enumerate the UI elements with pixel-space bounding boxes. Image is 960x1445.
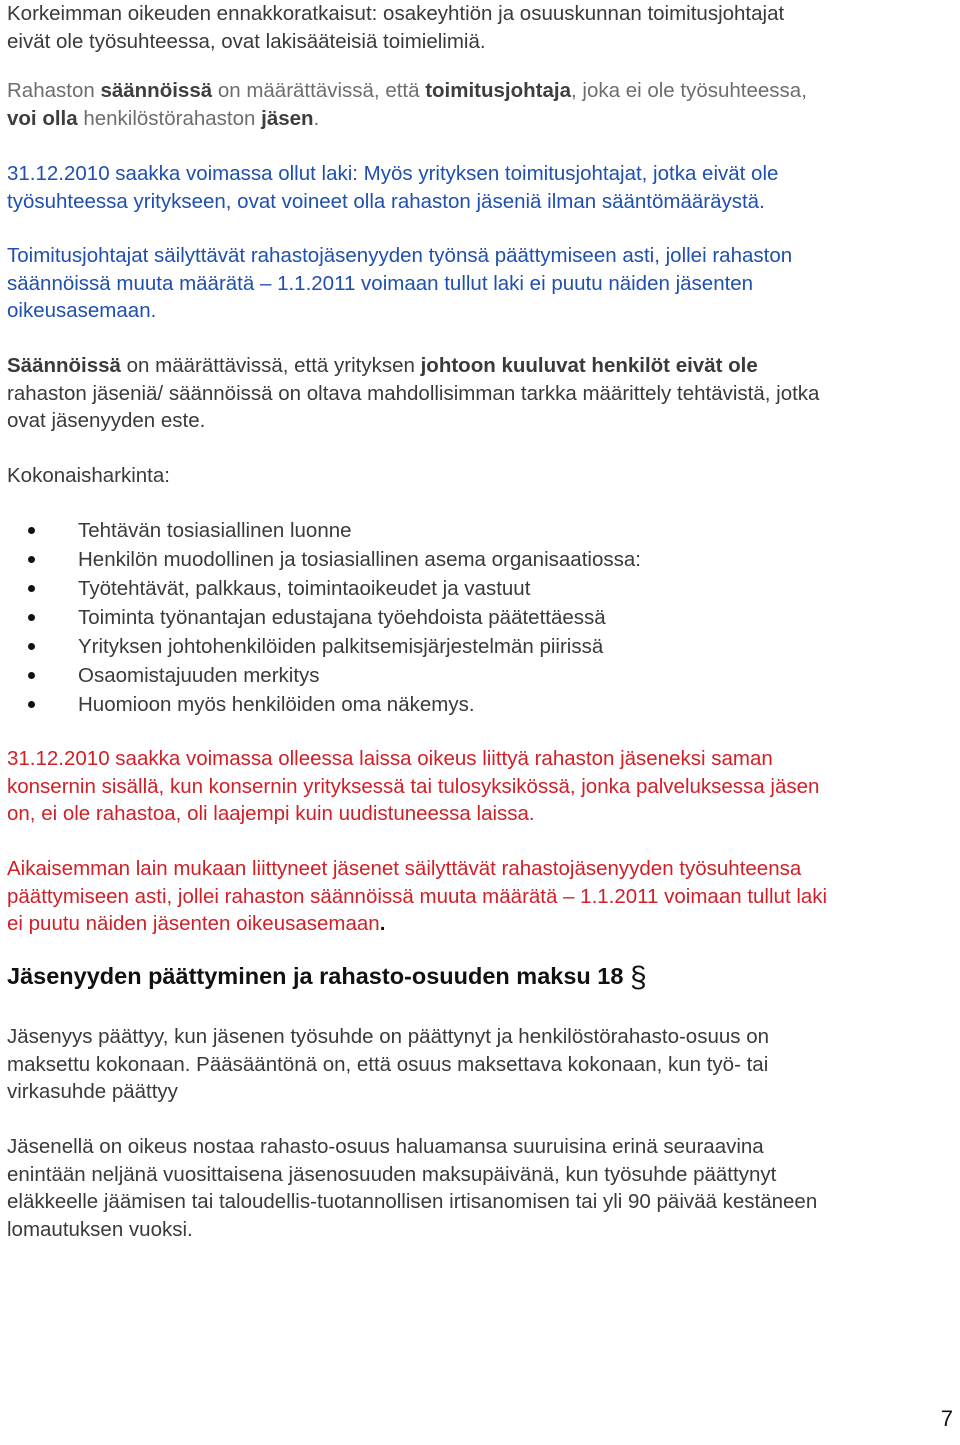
paragraph-old-law xyxy=(7,160,778,215)
text-line: Kokonaisharkinta: xyxy=(7,464,170,487)
text-line: päättymiseen asti, jollei rahaston säännöissä muuta määrätä – 1.1.2011 voimaan tullut laki xyxy=(7,884,828,908)
text-line: Korkeimman oikeuden ennakkoratkaisut: osakeyhtiön ja osuuskunnan toimitusjohtajat xyxy=(7,2,785,25)
section-heading: Jäsenyyden päättyminen ja rahasto-osuuden maksu 18 § xyxy=(7,961,647,994)
bullet-icon xyxy=(28,614,35,621)
text-line: Rahaston säännöissä on määrättävissä, että toimitusjohtaja, joka ei ole työsuhteessa, xyxy=(7,79,807,102)
text-line: voi olla henkilöstörahaston jäsen. xyxy=(7,106,320,130)
text-line: virkasuhde päättyy xyxy=(7,1080,178,1103)
bullet-icon xyxy=(28,585,35,592)
text-line: maksettu kokonaan. Pääsääntönä on, että osuus maksettava kokonaan, kun työ- tai xyxy=(7,1052,769,1076)
page-number: 7 xyxy=(940,1406,953,1431)
text-line: Jäsenyys päättyy, kun jäsenen työsuhde on päättynyt ja henkilöstörahasto-osuus on xyxy=(7,1025,770,1048)
paragraph-ceo-membership xyxy=(7,242,792,325)
text-line: rahaston jäseniä/ säännöissä on oltava mahdollisimman tarkka määrittely tehtävistä, jotka xyxy=(7,381,820,405)
text-line: työsuhteessa yritykseen, ovat voineet olla rahaston jäseniä ilman sääntömääräystä. xyxy=(7,189,765,213)
bullet-icon xyxy=(28,556,35,563)
text-line: enintään neljänä vuosittaisena jäsenosuuden maksupäivänä, kun työsuhde päättynyt xyxy=(7,1162,777,1186)
bullet-icon xyxy=(28,527,35,534)
text-line: Aikaisemman lain mukaan liittyneet jäsenet säilyttävät rahastojäsenyyden työsuhteensa xyxy=(7,857,802,880)
paragraph-rules-ceo xyxy=(7,77,807,132)
paragraph-withdrawal-right xyxy=(7,1133,817,1243)
text-line: lomautuksen vuoksi. xyxy=(7,1217,193,1241)
list-item: Osaomistajuuden merkitys xyxy=(7,661,955,690)
text-line: 31.12.2010 saakka voimassa olleessa laissa oikeus liittyä rahaston jäseneksi saman xyxy=(7,747,773,770)
list-item: Toiminta työnantajan edustajana työehdoista päätettäessä xyxy=(7,603,955,632)
list-item: Tehtävän tosiasiallinen luonne xyxy=(7,516,955,545)
list-item: Huomioon myös henkilöiden oma näkemys. xyxy=(7,690,955,719)
text-line: on, ei ole rahastoa, oli laajempi kuin uudistuneessa laissa. xyxy=(7,802,535,825)
section-sign: § xyxy=(629,961,647,994)
bullet-icon xyxy=(28,672,35,679)
paragraph-previous-law xyxy=(7,855,827,938)
text-line: Säännöissä on määrättävissä, että yrityksen johtoon kuuluvat henkilöt eivät ole xyxy=(7,354,758,377)
paragraph-overall-assessment xyxy=(7,462,170,490)
text-line: ovat jäsenyyden este. xyxy=(7,409,206,432)
list-item: Yrityksen johtohenkilöiden palkitsemisjärjestelmän piirissä xyxy=(7,632,955,661)
text-line: säännöissä muuta määrätä – 1.1.2011 voimaan tullut laki ei puutu näiden jäsenten xyxy=(7,271,754,295)
text-line: konsernin sisällä, kun konsernin yrityksessä tai tulosyksikössä, jonka palveluksessa jäsen xyxy=(7,774,820,798)
paragraph-supreme-court xyxy=(7,0,784,55)
list-item: Henkilön muodollinen ja tosiasiallinen asema organisaatiossa: xyxy=(7,545,955,574)
text-line: eläkkeelle jäämisen tai taloudellis-tuotannollisen irtisanomisen tai yli 90 päivää kestäneen xyxy=(7,1190,818,1213)
assessment-criteria-list xyxy=(7,516,955,719)
list-item: Työtehtävät, palkkaus, toimintaoikeudet ja vastuut xyxy=(7,574,955,603)
paragraph-membership-end xyxy=(7,1023,769,1106)
text-line: oikeusasemaan. xyxy=(7,299,157,322)
text-line: 31.12.2010 saakka voimassa ollut laki: Myös yrityksen toimitusjohtajat, jotka eivät ole xyxy=(7,162,779,185)
text-line: ei puutu näiden jäsenten oikeusasemaan. xyxy=(7,912,386,935)
text-line: Toimitusjohtajat säilyttävät rahastojäsenyyden työnsä päättymiseen asti, jollei rahaston xyxy=(7,244,793,267)
text-line: Jäsenellä on oikeus nostaa rahasto-osuus haluamansa suuruisina erinä seuraavina xyxy=(7,1135,764,1158)
text-line: eivät ole työsuhteessa, ovat lakisääteisiä toimielimiä. xyxy=(7,29,486,53)
paragraph-rules-management xyxy=(7,352,819,435)
bullet-icon xyxy=(28,643,35,650)
paragraph-group-membership xyxy=(7,745,819,828)
bullet-icon xyxy=(28,701,35,708)
